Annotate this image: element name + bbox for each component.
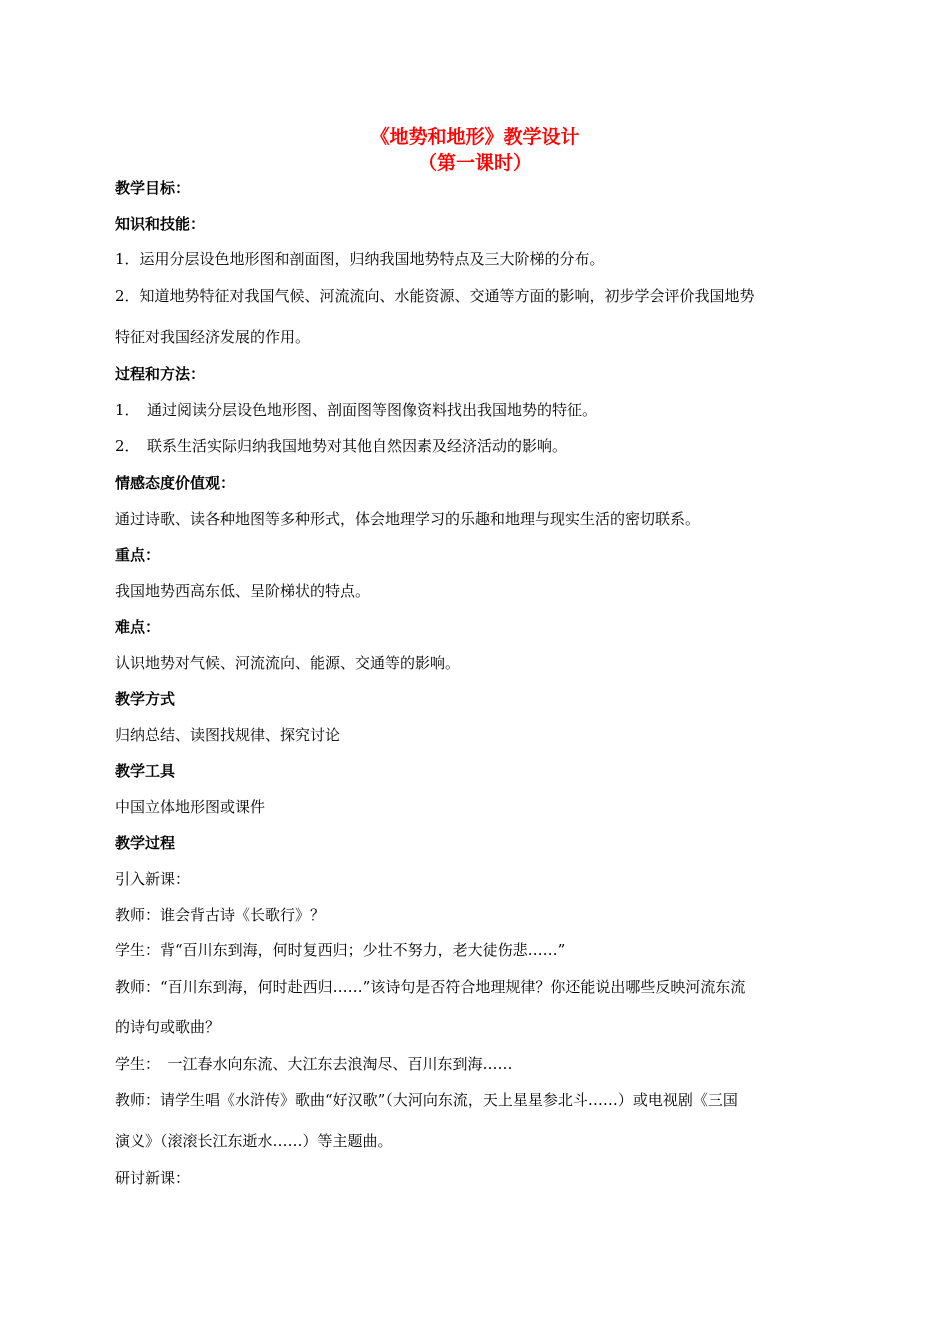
document-title: 《地势和地形》教学设计 bbox=[370, 126, 580, 148]
paragraph-line: 中国立体地形图或课件 bbox=[115, 798, 266, 816]
paragraph-line: 教师：“百川东到海，何时赴西归……”该诗句是否符合地理规律？你还能说出哪些反映河流东流 bbox=[115, 978, 746, 996]
paragraph-line: 1． 通过阅读分层设色地形图、剖面图等图像资料找出我国地势的特征。 bbox=[115, 401, 598, 419]
paragraph-line: 的诗句或歌曲？ bbox=[115, 1018, 221, 1036]
paragraph-line: 过程和方法： bbox=[115, 365, 206, 383]
paragraph-line: 特征对我国经济发展的作用。 bbox=[115, 328, 311, 346]
paragraph-line: 通过诗歌、读各种地图等多种形式，体会地理学习的乐趣和地理与现实生活的密切联系。 bbox=[115, 510, 701, 528]
paragraph-line: 认识地势对气候、河流流向、能源、交通等的影响。 bbox=[115, 654, 461, 672]
paragraph-line: 难点： bbox=[115, 618, 161, 636]
paragraph-line: 2．知道地势特征对我国气候、河流流向、水能资源、交通等方面的影响，初步学会评价我国地势 bbox=[115, 287, 755, 305]
paragraph-line: 演义》（滚滚长江东逝水……）等主题曲。 bbox=[115, 1132, 393, 1150]
paragraph-line: 教师：谁会背古诗《长歌行》？ bbox=[115, 906, 326, 924]
paragraph-line: 归纳总结、读图找规律、探究讨论 bbox=[115, 726, 341, 744]
paragraph-line: 教学方式 bbox=[115, 690, 176, 708]
paragraph-line: 引入新课： bbox=[115, 870, 191, 888]
paragraph-line: 情感态度价值观： bbox=[115, 474, 236, 492]
paragraph-line: 教师：请学生唱《水浒传》歌曲“好汉歌”（大河向东流，天上星星参北斗……）或电视剧《三国 bbox=[115, 1091, 738, 1109]
paragraph-line: 学生：背“百川东到海，何时复西归；少壮不努力，老大徒伤悲……” bbox=[115, 941, 566, 959]
document-subtitle: （第一课时） bbox=[417, 152, 532, 174]
paragraph-line: 教学过程 bbox=[115, 834, 176, 852]
paragraph-line: 研讨新课： bbox=[115, 1169, 191, 1187]
paragraph-line: 重点： bbox=[115, 546, 161, 564]
paragraph-line: 我国地势西高东低、呈阶梯状的特点。 bbox=[115, 582, 371, 600]
paragraph-line: 学生： 一江春水向东流、大江东去浪淘尽、百川东到海…… bbox=[115, 1055, 513, 1073]
paragraph-line: 教学目标： bbox=[115, 179, 191, 197]
paragraph-line: 知识和技能： bbox=[115, 215, 206, 233]
title-block bbox=[0, 124, 950, 176]
paragraph-line: 1．运用分层设色地形图和剖面图，归纳我国地势特点及三大阶梯的分布。 bbox=[115, 250, 605, 268]
paragraph-line: 教学工具 bbox=[115, 762, 176, 780]
paragraph-line: 2． 联系生活实际归纳我国地势对其他自然因素及经济活动的影响。 bbox=[115, 437, 568, 455]
